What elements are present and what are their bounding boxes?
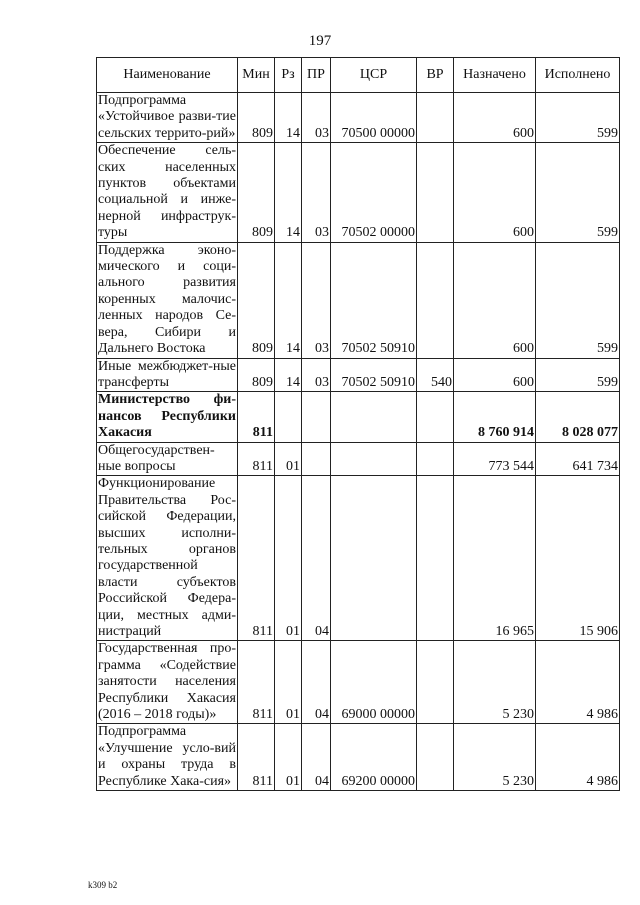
header-pr: ПР xyxy=(302,58,331,93)
header-executed: Исполнено xyxy=(536,58,620,93)
cell-csr: 69000 00000 xyxy=(331,641,417,724)
table-row xyxy=(97,93,620,143)
cell-executed: 599 xyxy=(536,242,620,358)
cell-name: Государственная про-грамма «Содействие занятости населения Республики Хакасия (2016 – 2018 годы)» xyxy=(98,641,236,723)
table-row xyxy=(97,442,620,476)
cell-vr xyxy=(417,392,454,442)
page-number: 197 xyxy=(308,33,332,49)
cell-planned: 8 760 914 xyxy=(454,392,536,442)
cell-pr: 04 xyxy=(302,724,331,791)
cell-vr xyxy=(417,242,454,358)
cell-name: Подпрограмма «Устойчивое разви-тие сельских террито-рий» xyxy=(98,93,236,141)
table-header-row xyxy=(97,58,620,93)
table-row xyxy=(97,242,620,358)
cell-csr: 70502 00000 xyxy=(331,143,417,242)
cell-executed: 599 xyxy=(536,358,620,392)
cell-pr: 04 xyxy=(302,476,331,641)
header-vr: ВР xyxy=(417,58,454,93)
cell-rz: 14 xyxy=(275,143,302,242)
cell-planned: 600 xyxy=(454,93,536,143)
cell-name: Подпрограмма «Улучшение усло-вий и охраны труда в Республике Хака-сия» xyxy=(98,724,236,789)
cell-planned: 600 xyxy=(454,143,536,242)
cell-vr xyxy=(417,724,454,791)
table-row xyxy=(97,641,620,724)
cell-planned: 600 xyxy=(454,242,536,358)
cell-rz: 01 xyxy=(275,641,302,724)
cell-vr xyxy=(417,641,454,724)
cell-min: 809 xyxy=(238,93,275,143)
cell-vr xyxy=(417,442,454,476)
cell-pr xyxy=(302,392,331,442)
cell-min: 809 xyxy=(238,358,275,392)
cell-rz: 01 xyxy=(275,476,302,641)
table-row xyxy=(97,143,620,242)
cell-csr: 70500 00000 xyxy=(331,93,417,143)
cell-executed: 15 906 xyxy=(536,476,620,641)
cell-executed: 8 028 077 xyxy=(536,392,620,442)
cell-min: 811 xyxy=(238,724,275,791)
cell-min: 811 xyxy=(238,641,275,724)
table-row xyxy=(97,358,620,392)
header-csr: ЦСР xyxy=(331,58,417,93)
cell-rz: 01 xyxy=(275,724,302,791)
cell-rz xyxy=(275,392,302,442)
header-name: Наименование xyxy=(97,58,238,93)
budget-table xyxy=(96,57,620,791)
cell-min: 811 xyxy=(238,392,275,442)
cell-pr: 04 xyxy=(302,641,331,724)
cell-name: Поддержка эконо-мического и соци-ального развития коренных малочис-ленных народов Се-вера, Сибири и Дальнего Востока xyxy=(98,242,236,357)
cell-csr xyxy=(331,392,417,442)
cell-executed: 641 734 xyxy=(536,442,620,476)
cell-name: Общегосударствен-ные вопросы xyxy=(97,442,238,476)
cell-planned: 5 230 xyxy=(454,724,536,791)
cell-vr xyxy=(417,93,454,143)
cell-executed: 599 xyxy=(536,143,620,242)
header-rz: Рз xyxy=(275,58,302,93)
cell-min: 809 xyxy=(238,143,275,242)
cell-pr xyxy=(302,442,331,476)
cell-name: Иные межбюджет-ные трансферты xyxy=(98,358,236,390)
table-row xyxy=(97,392,620,442)
cell-rz: 14 xyxy=(275,242,302,358)
cell-csr: 70502 50910 xyxy=(331,242,417,358)
cell-pr: 03 xyxy=(302,242,331,358)
cell-planned: 773 544 xyxy=(454,442,536,476)
cell-vr: 540 xyxy=(417,358,454,392)
cell-name: Функционирование Правительства Рос-сийской Федерации, высших исполни-тельных органов государственной власти субъектов Российской Федера-ции, местных адми-нистраций xyxy=(98,476,236,639)
cell-planned: 5 230 xyxy=(454,641,536,724)
cell-vr xyxy=(417,476,454,641)
cell-rz: 14 xyxy=(275,358,302,392)
cell-planned: 600 xyxy=(454,358,536,392)
table-row xyxy=(97,724,620,791)
cell-csr xyxy=(331,476,417,641)
header-min: Мин xyxy=(238,58,275,93)
cell-executed: 4 986 xyxy=(536,641,620,724)
cell-vr xyxy=(417,143,454,242)
footer-code: k309 b2 xyxy=(88,880,118,890)
cell-name: Обеспечение сель-ских населенных пунктов объектами социальной и инже-нерной инфраструк-туры xyxy=(98,143,236,241)
table-row xyxy=(97,476,620,641)
cell-min: 811 xyxy=(238,476,275,641)
cell-planned: 16 965 xyxy=(454,476,536,641)
cell-csr xyxy=(331,442,417,476)
cell-executed: 599 xyxy=(536,93,620,143)
cell-rz: 01 xyxy=(275,442,302,476)
cell-min: 809 xyxy=(238,242,275,358)
cell-min: 811 xyxy=(238,442,275,476)
cell-rz: 14 xyxy=(275,93,302,143)
cell-pr: 03 xyxy=(302,93,331,143)
cell-csr: 69200 00000 xyxy=(331,724,417,791)
cell-name: Министерство фи-нансов Республики Хакасия xyxy=(98,392,236,441)
table-body xyxy=(97,93,620,791)
cell-pr: 03 xyxy=(302,143,331,242)
cell-executed: 4 986 xyxy=(536,724,620,791)
header-planned: Назначено xyxy=(454,58,536,93)
cell-csr: 70502 50910 xyxy=(331,358,417,392)
cell-pr: 03 xyxy=(302,358,331,392)
